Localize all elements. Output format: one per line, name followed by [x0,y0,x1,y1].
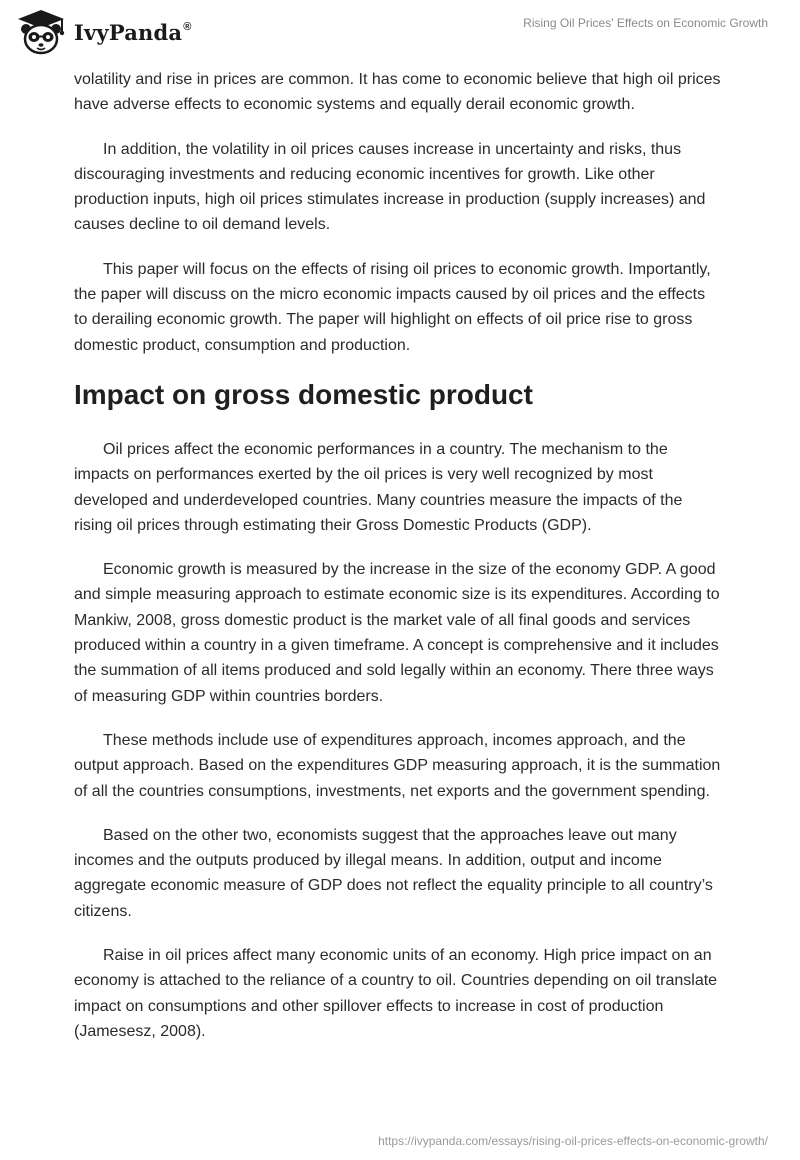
paragraph-gdp-3: These methods include use of expenditures approach, incomes approach, and the output approach. Based on the expenditures GDP measuring approach, it is the summation of all the countries consumptions, investments, net exports and the government spending. [74,731,721,800]
paragraph-intro-continued: volatility and rise in prices are common. It has come to economic believe that high oil prices have adverse effects to economic systems and equally derail economic growth. [74,71,721,114]
paragraph-gdp-5: Raise in oil prices affect many economic units of an economy. High price impact on an economy is attached to the reliance of a country to oil. Countries depending on oil translate impact on consumptions and other spillover effects to increase in cost of production (Jamesesz, 2008). [74,947,718,1040]
registered-mark: ® [183,20,192,33]
article-body [74,67,722,1063]
page-header [0,0,800,70]
paragraph-gdp-4: Based on the other two, economists suggest that the approaches leave out many incomes and the outputs produced by illegal means. In addition, output and income aggregate economic measure of GDP does not reflect the equality principle to all country’s citizens. [74,826,713,920]
ivypanda-logo-link[interactable] [14,8,192,56]
panda-graduate-icon [14,8,68,56]
paragraph-volatility: In addition, the volatility in oil prices causes increase in uncertainty and risks, thus discouraging investments and reducing economic incentives for growth. Like other production inputs, high oil prices stimulates increase in production (supply increases) and causes decline to oil demand levels. [74,140,706,234]
paragraph-gdp-2: Economic growth is measured by the increase in the size of the economy GDP. A good and simple measuring approach to estimate economic size is its expenditures. According to Mankiw, 2008, gross domestic product is the market vale of all final goods and services produced within a country in a given timeframe. A concept is comprehensive and it includes the summation of all items produced and sold legally within an economy. There three ways of measuring GDP within countries borders. [74,561,720,705]
brand-name: IvyPanda® [74,19,192,45]
paragraph-paper-focus: This paper will focus on the effects of rising oil prices to economic growth. Importantly, the paper will discuss on the micro economic impacts caused by oil prices and the effects to derailing economic growth. The paper will highlight on effects of oil price rise to gross domestic product, consumption and production. [74,260,711,354]
source-url-link[interactable]: https://ivypanda.com/essays/rising-oil-prices-effects-on-economic-growth/ [378,1134,768,1148]
paragraph-gdp-1: Oil prices affect the economic performances in a country. The mechanism to the impacts on performances exerted by the oil prices is very well recognized by most developed and underdeveloped countries. Many countries measure the impacts of the rising oil prices through estimating their Gross Domestic Products (GDP). [74,440,683,534]
section-heading-gdp: Impact on gross domestic product [74,378,533,410]
running-title: Rising Oil Prices' Effects on Economic Growth [523,16,768,30]
